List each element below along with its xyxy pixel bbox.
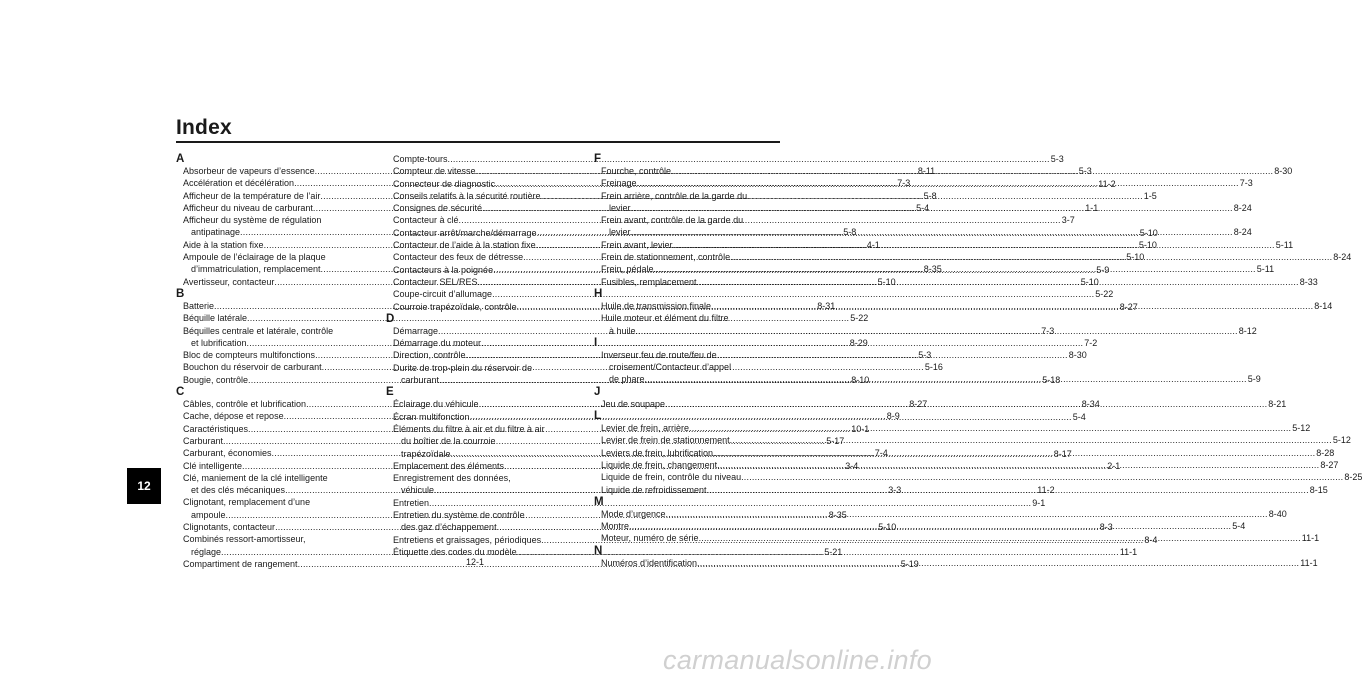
dot-leader xyxy=(645,373,1247,385)
index-entry-label: Frein avant, levier xyxy=(601,239,673,250)
index-entry-page: 7-3 xyxy=(897,178,911,189)
index-entry-label: Ampoule de l’éclairage de la plaque xyxy=(183,252,326,263)
index-entry-page: 10-1 xyxy=(851,423,870,434)
index-entry-label: Frein, pédale xyxy=(601,264,654,275)
index-entry-label: Afficheur de la température de l’air xyxy=(183,190,321,201)
index-entry-page: 5-17 xyxy=(826,435,845,446)
dot-leader xyxy=(673,239,1275,251)
index-entry-page: 8-30 xyxy=(1068,350,1087,361)
index-entry-label: Combinés ressort-amortisseur, xyxy=(183,534,306,545)
index-entry-label: Fourche, contrôle xyxy=(601,166,672,176)
index-entry-label: Éléments du filtre à air et du filtre à air xyxy=(393,423,545,434)
index-entry-page: 5-12 xyxy=(1332,435,1351,446)
index-entry-label: Démarrage xyxy=(393,325,439,336)
index-letter: J xyxy=(594,385,601,398)
index-entry-page: 5-10 xyxy=(1138,240,1157,251)
index-entry-label: Absorbeur de vapeurs d’essence xyxy=(183,166,315,176)
index-entry-label: Contacteur arrêt/marche/démarrage xyxy=(393,227,537,238)
index-entry-label: Compteur de vitesse xyxy=(393,166,476,177)
index-entry-label: Connecteur de diagnostic xyxy=(393,178,496,189)
index-entry xyxy=(386,497,1046,509)
chapter-tab: 12 xyxy=(127,468,161,504)
index-letter: H xyxy=(594,287,603,300)
dot-leader xyxy=(717,459,1319,471)
index-entry-page: 11-2 xyxy=(1098,178,1116,189)
index-entry-label: Enregistrement des données, xyxy=(393,473,511,484)
index-entry-page: 8-24 xyxy=(1333,252,1352,263)
index-entry-label: Bougie, contrôle xyxy=(183,374,249,385)
dot-leader xyxy=(730,434,1332,446)
index-entry-label: Aide à la station fixe xyxy=(183,239,264,250)
dot-leader xyxy=(631,226,1233,238)
index-entry-page: 5-3 xyxy=(1050,154,1064,164)
index-entry-label: Huile moteur et élément du filtre xyxy=(601,313,729,324)
dot-leader xyxy=(629,520,1231,532)
index-entry-label: Accélération et décélération xyxy=(183,178,295,189)
index-entry-page: 5-21 xyxy=(824,546,843,557)
index-entry-page: 8-27 xyxy=(1119,301,1138,312)
index-entry-page: 8-28 xyxy=(1316,447,1335,458)
index-entry-page: 5-8 xyxy=(923,190,937,201)
index-entry-label: Bloc de compteurs multifonctions xyxy=(183,350,316,361)
index-entry-page: 8-24 xyxy=(1233,227,1252,238)
index-letter: N xyxy=(594,544,603,557)
index-entry-page: 5-9 xyxy=(1096,264,1110,275)
dot-leader xyxy=(492,288,1094,300)
index-entry-page: 5-4 xyxy=(1232,521,1246,532)
index-entry-page: 4-1 xyxy=(866,239,880,250)
index-entry-page: 5-16 xyxy=(924,362,943,373)
index-entry-label: Batterie xyxy=(183,300,215,311)
index-entry-label: Caractéristiques xyxy=(183,423,249,434)
index-entry-label: Mode d’urgence xyxy=(601,508,666,519)
index-letter: D xyxy=(386,312,395,325)
index-entry-label: Contacteur de l’aide à la station fixe xyxy=(393,240,536,251)
index-entry-label: Frein de stationnement, contrôle xyxy=(601,252,731,263)
index-entry-label: Afficheur du système de régulation xyxy=(183,215,322,226)
index-entry-page: 8-17 xyxy=(1053,448,1072,459)
dot-leader xyxy=(741,471,1343,483)
index-entry-page: 8-3 xyxy=(1099,522,1113,533)
index-entry-label: trapézoïdale xyxy=(401,448,451,459)
dot-leader xyxy=(730,251,1332,263)
index-entry-page: 5-10 xyxy=(877,276,896,287)
index-entry-label: Emplacement des éléments xyxy=(393,460,505,471)
index-entry-page: 1-5 xyxy=(1143,190,1157,201)
index-entry-label: Inverseur feu de route/feu de xyxy=(601,349,717,360)
index-entry-page: 8-27 xyxy=(909,399,928,410)
index-entry-page: 5-8 xyxy=(843,227,857,238)
index-entry-label: Freinage xyxy=(601,178,637,189)
index-entry-label: Liquide de frein, contrôle du niveau xyxy=(601,472,742,483)
dot-leader xyxy=(699,532,1301,544)
index-entry-label: croisement/Contacteur d’appel xyxy=(609,362,732,373)
index-entry-label: Fusibles, remplacement xyxy=(601,276,697,287)
index-entry-page: 8-33 xyxy=(1299,276,1318,287)
index-entry-label: Huile de transmission finale xyxy=(601,300,712,311)
index-entry-label: Clé, maniement de la clé intelligente xyxy=(183,472,328,483)
index-letter: E xyxy=(386,386,394,399)
index-entry-page: 5-22 xyxy=(1095,289,1114,300)
dot-leader xyxy=(689,422,1291,434)
index-entry-page: 11-2 xyxy=(1037,485,1055,496)
index-entry-page: 5-11 xyxy=(1256,264,1275,275)
index-entry-label: Câbles, contrôle et lubrification xyxy=(183,399,307,410)
index-entry-label: Clignotants, contacteur xyxy=(183,522,276,533)
index-entry-page: 5-10 xyxy=(1139,227,1158,238)
index-entry-page: 5-22 xyxy=(850,313,869,324)
index-entry-label: Cache, dépose et repose xyxy=(183,411,284,422)
index-entry-page: 8-11 xyxy=(917,166,936,176)
index-entry-label: Frein arrière, contrôle de la garde du xyxy=(601,190,748,201)
index-entry-label: Conseils relatifs à la sécurité routière xyxy=(393,190,541,201)
index-entry-label: Carburant xyxy=(183,435,224,446)
index-entry-page: 7-2 xyxy=(1084,338,1098,349)
index-entry xyxy=(386,153,1064,165)
index-entry-page: 5-10 xyxy=(878,522,897,533)
index-entry-label: réglage xyxy=(191,546,222,557)
index-entry-page: 5-4 xyxy=(916,202,930,213)
page-number: 12-1 xyxy=(466,557,485,567)
index-entry-page: 3-3 xyxy=(888,485,902,496)
dot-leader xyxy=(713,447,1315,459)
index-entry-page: 8-9 xyxy=(886,411,900,422)
dot-leader xyxy=(631,202,1233,214)
index-entry-page: 5-19 xyxy=(900,558,919,569)
dot-leader xyxy=(654,263,1256,275)
index-entry-label: Contacteur SEL/RES xyxy=(393,276,478,287)
index-entry-label: Courroie trapézoïdale, contrôle xyxy=(393,301,517,312)
index-entry-page: 8-15 xyxy=(1309,484,1328,495)
index-entry-page: 11-1 xyxy=(1300,557,1318,568)
index-entry-label: à huile xyxy=(609,325,636,336)
index-entry-label: Afficheur du niveau de carburant xyxy=(183,202,313,213)
index-entry-label: et lubrification xyxy=(191,337,247,348)
index-entry-label: Frein avant, contrôle de la garde du xyxy=(601,215,744,226)
index-entry xyxy=(386,288,1114,300)
index-entry-page: 3-4 xyxy=(845,460,859,471)
index-entry-label: du boîtier de la courroie xyxy=(401,436,496,447)
index-entry-page: 5-10 xyxy=(1126,252,1145,263)
index-entry-label: antipatinage xyxy=(191,227,241,238)
index-entry-label: Contacteur à clé xyxy=(393,215,459,226)
index-entry-label: carburant xyxy=(401,375,440,386)
index-entry-label: Clé intelligente xyxy=(183,460,243,471)
dot-leader xyxy=(697,276,1299,288)
index-entry-label: d’immatriculation, remplacement xyxy=(191,264,321,275)
index-entry-page: 8-27 xyxy=(1320,459,1339,470)
index-entry-page: 8-40 xyxy=(1268,508,1287,519)
index-entry-page: 7-3 xyxy=(1239,178,1253,189)
dot-leader xyxy=(666,508,1268,520)
dot-leader xyxy=(707,484,1309,496)
index-entry-label: Montre xyxy=(601,521,630,532)
index-entry-label: Contacteur des feux de détresse xyxy=(393,252,524,263)
index-entry-page: 5-3 xyxy=(1078,166,1092,177)
index-entry-label: et des clés mécaniques xyxy=(191,485,286,496)
dot-leader xyxy=(481,337,1083,349)
index-letter: M xyxy=(594,495,604,508)
index-entry-label: Jeu de soupape xyxy=(601,398,666,409)
index-entry-page: 5-11 xyxy=(1275,239,1294,250)
index-entry-label: Béquille latérale xyxy=(183,313,248,324)
index-entry-page: 11-1 xyxy=(1301,533,1320,544)
index-letter: I xyxy=(594,336,598,349)
index-letter: B xyxy=(176,287,185,300)
dot-leader xyxy=(711,300,1313,312)
index-entry-page: 8-35 xyxy=(923,264,942,275)
page-title: Index xyxy=(176,116,232,139)
index-entry-label: de phare xyxy=(609,374,645,385)
index-entry-page: 5-12 xyxy=(1292,423,1311,434)
index-entry-label: Entretien xyxy=(393,497,430,508)
index-entry-label: Compte-tours xyxy=(393,154,448,164)
index-entry-page: 8-29 xyxy=(849,337,868,348)
index-entry-page: 11-1 xyxy=(1119,546,1138,557)
index-entry-label: Liquide de frein, changement xyxy=(601,459,718,470)
index-entry-page: 8-25 xyxy=(1344,472,1362,483)
title-rule xyxy=(176,141,780,143)
index-entry-label: Avertisseur, contacteur xyxy=(183,276,275,287)
index-entry-label: Numéros d’identification xyxy=(601,557,698,568)
index-entry-label: Entretiens et graissages, périodiques xyxy=(393,534,542,545)
index-entry xyxy=(594,471,1362,483)
index-entry-page: 9-1 xyxy=(1032,497,1046,508)
index-entry-label: Clignotant, remplacement d’une xyxy=(183,497,311,508)
dot-leader xyxy=(636,325,1238,337)
index-entry-label: Écran multifonction xyxy=(393,411,470,422)
index-entry-page: 8-35 xyxy=(828,509,847,520)
index-entry-page: 5-10 xyxy=(1080,276,1099,287)
index-entry-label: Carburant, économies xyxy=(183,448,272,459)
index-entry-label: véhicule xyxy=(401,485,435,496)
index-letter: F xyxy=(594,153,602,165)
index-entry-label: Levier de frein, arrière xyxy=(601,423,690,434)
index-entry-label: Coupe-circuit d’allumage xyxy=(393,289,493,300)
index-entry-page: 8-34 xyxy=(1081,399,1100,410)
index-entry-label: Compartiment de rangement xyxy=(183,558,298,569)
index-letter: C xyxy=(176,386,185,399)
index-entry-page: 8-24 xyxy=(1233,202,1252,213)
index-entry-page: 8-21 xyxy=(1268,398,1287,409)
index-entry-page: 8-31 xyxy=(817,300,836,311)
dot-leader xyxy=(637,177,1239,189)
index-entry-page: 5-3 xyxy=(918,350,932,361)
index-entry-label: Levier de frein de stationnement xyxy=(601,435,730,446)
index-entry-page: 5-18 xyxy=(1042,375,1061,386)
dot-leader xyxy=(665,398,1267,410)
index-entry-page: 5-9 xyxy=(1247,374,1261,385)
dot-leader xyxy=(697,557,1299,569)
index-entry-page: 8-30 xyxy=(1274,166,1293,176)
index-entry-label: Éclairage du véhicule xyxy=(393,399,479,410)
index-entry-label: des gaz d’échappement xyxy=(401,522,497,533)
index-entry-label: Moteur, numéro de série xyxy=(601,533,699,544)
index-entry-page: 8-12 xyxy=(1238,325,1257,336)
watermark: carmanualsonline.info xyxy=(663,644,932,675)
index-entry-page: 7-3 xyxy=(1041,325,1055,336)
index-entry-label: Liquide de refroidissement xyxy=(601,484,707,495)
index-entry-label: Étiquette des codes du modèle xyxy=(393,546,517,557)
index-entry-page: 7-4 xyxy=(874,448,888,459)
index-entry-label: ampoule xyxy=(191,509,226,520)
index-entry-label: Consignes de sécurité xyxy=(393,203,483,214)
index-entry-label: Démarrage du moteur xyxy=(393,338,482,349)
index-entry-label: levier xyxy=(609,202,631,213)
index-entry-label: Direction, contrôle xyxy=(393,350,466,361)
index-entry-page: 1-1 xyxy=(1085,203,1099,214)
index-entry-label: Contacteurs à la poignée xyxy=(393,264,494,275)
index-entry-label: levier xyxy=(609,227,631,238)
index-entry-page: 5-4 xyxy=(1072,411,1086,422)
dot-leader xyxy=(671,165,1273,177)
index-entry-page: 8-10 xyxy=(851,374,870,385)
index-entry-label: Leviers de frein, lubrification xyxy=(601,447,714,458)
index-entry-page: 2-1 xyxy=(1107,460,1121,471)
index-entry-page: 8-14 xyxy=(1314,300,1333,311)
index-entry-page: 3-7 xyxy=(1061,215,1075,226)
index-letter: A xyxy=(176,153,185,165)
index-letter: L xyxy=(594,410,602,423)
index-entry-label: Bouchon du réservoir de carburant xyxy=(183,362,322,373)
index-entry-label: Durite de trop-plein du réservoir de xyxy=(393,362,533,373)
index-entry-page: 8-4 xyxy=(1144,534,1158,545)
index-entry-label: Entretien du système de contrôle xyxy=(393,510,525,521)
index-entry-label: Béquilles centrale et latérale, contrôle xyxy=(183,325,334,336)
